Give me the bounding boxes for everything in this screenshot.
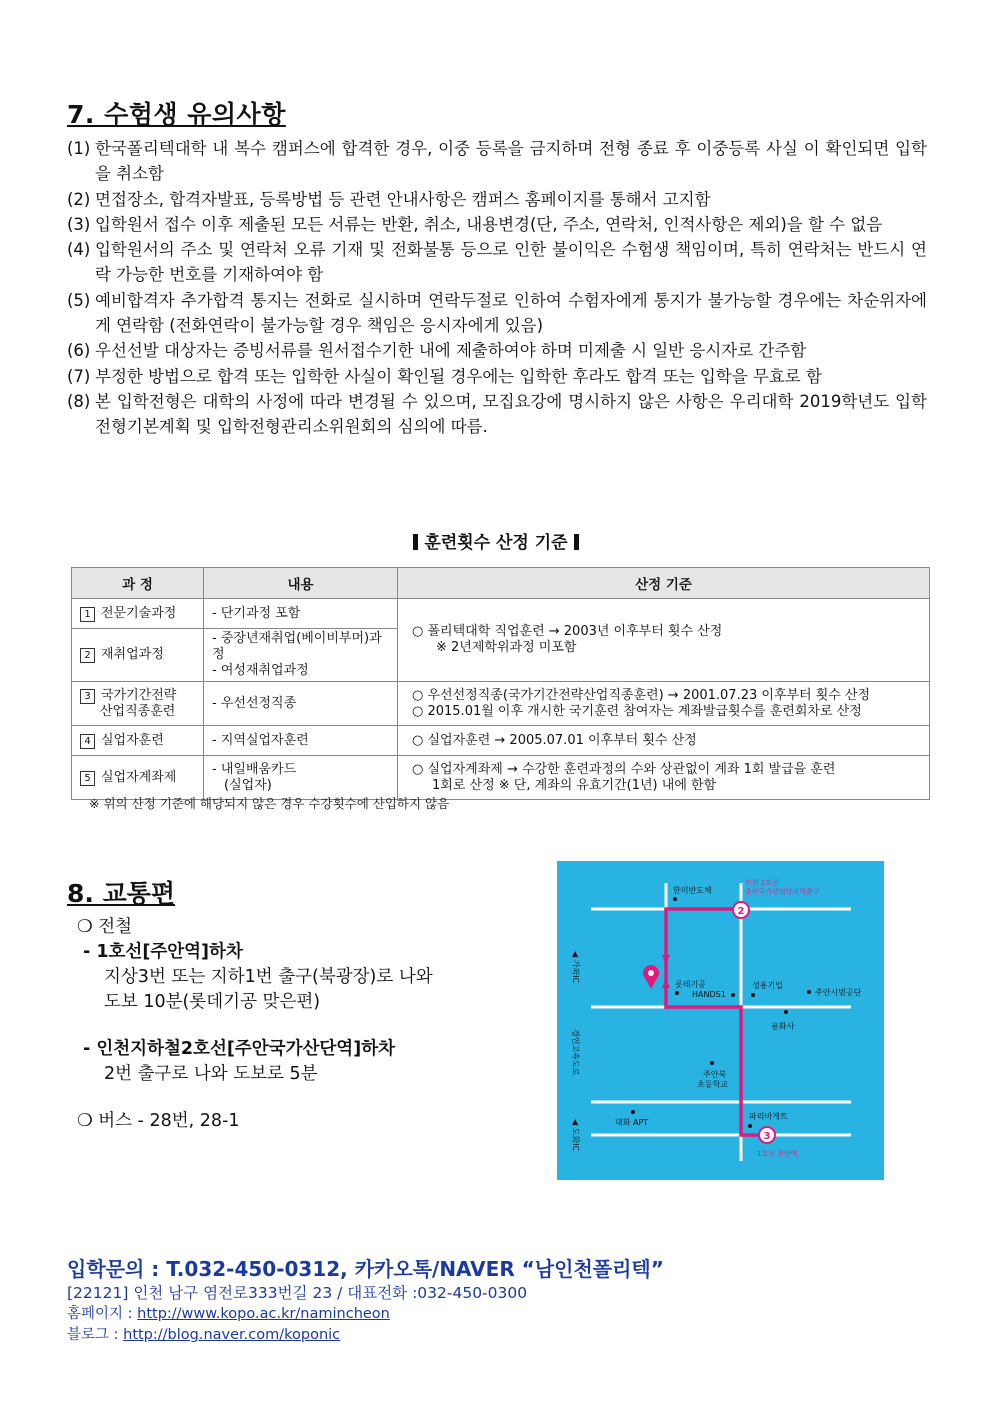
road-label: 경인고속도로: [571, 1029, 580, 1076]
content-line: - 단기과정 포함: [212, 605, 301, 621]
course-name: 국가기간전략: [101, 687, 177, 703]
map-label: 주안북: [703, 1070, 727, 1079]
content-line: - 내일배움카드: [212, 761, 297, 777]
blog-label: 블로그 :: [67, 1327, 124, 1343]
content-line: - 중장년재취업(베이비부머)과정: [212, 631, 382, 662]
row-number: 4: [80, 734, 95, 749]
map-label: 한미반도체: [673, 886, 712, 895]
pin-tip: [645, 978, 657, 989]
row-number: 2: [80, 648, 95, 663]
line2-title: - 인천지하철2호선[주안국가산단역]하차: [83, 1039, 396, 1059]
note-text: 입학원서 접수 이후 제출된 모든 서류는 반환, 취소, 내용변경(단, 주소, 연락처, 인적사항은 제외)을 할 수 없음: [95, 214, 883, 234]
road-labels: [571, 951, 581, 1152]
line1-detail: 지상3번 또는 지하1번 출구(북광장)로 나와: [104, 967, 433, 987]
row-number: 1: [80, 607, 95, 622]
map-dots: [631, 897, 811, 1128]
note-text: 한국폴리텍대학 내 복수 캠퍼스에 합격한 경우, 이중 등록을 금지하며 전형 종료 후 이중등록 사실 이 확인되면 입학을 취소함: [95, 139, 927, 184]
note-number: (1): [67, 139, 91, 158]
line1-detail: 도보 10분(롯데기공 맞은편): [104, 992, 321, 1012]
note-number: (2): [67, 189, 91, 209]
table-footnote: ※ 위의 산정 기준에 해당되지 않은 경우 수강횟수에 산입하지 않음: [89, 796, 450, 811]
homepage-link[interactable]: http://www.kopo.ac.kr/namincheon: [137, 1306, 390, 1322]
note-text: 예비합격자 추가합격 통지는 전화로 실시하며 연락두절로 인하여 수험자에게 통지가 불가능할 경우에는 차순위자에게 연락함 (전화연락이 불가능할 경우 책임은 응시자에게 있음): [95, 290, 927, 336]
content-cell: [204, 629, 398, 682]
note-item: [67, 212, 927, 237]
criteria-line: 1회로 산정 ※ 단, 계좌의 유효기간(1년) 내에 한함: [432, 777, 717, 793]
station-label: 인천 2호선: [745, 879, 779, 887]
subway-label: ❍ 전철: [77, 917, 133, 937]
table-header-cell: 산정 기준: [398, 568, 930, 599]
map-label: 주안시범공단: [815, 988, 862, 997]
location-pin-icon: [643, 965, 659, 989]
line2-detail: 2번 출구로 나와 도보로 5분: [104, 1064, 318, 1084]
road-label: ◀ 가좌IC: [571, 951, 580, 984]
map-label: HANDS1: [692, 990, 726, 999]
station-label: 1호선 주안역: [757, 1150, 798, 1158]
course-name: 재취업과정: [101, 647, 164, 662]
note-number: (4): [67, 240, 91, 260]
blog-line: [67, 1323, 340, 1344]
table-row: [72, 756, 930, 800]
station-label: 주안국가산업단지역출구: [745, 888, 820, 896]
note-text: 면접장소, 합격자발표, 등록방법 등 관련 안내사항은 캠퍼스 홈페이지를 통해서 고지함: [95, 189, 711, 209]
contact-address: [22121] 인천 남구 염전로333번길 23 / 대표전화 :032-450-0300: [67, 1284, 528, 1302]
course-cell: [72, 629, 204, 682]
table-header-cell: 내용: [204, 568, 398, 599]
table-row: [72, 726, 930, 756]
map-svg: [557, 861, 884, 1180]
map-label: 파리바게트: [749, 1112, 788, 1121]
criteria-line: ○ 실업자훈련 → 2005.07.01 이후부터 횟수 산정: [412, 732, 697, 748]
notes-list: [67, 136, 927, 440]
course-name: 실업자훈련: [101, 732, 164, 748]
transport-info: [77, 915, 433, 1134]
title-bar-left: [413, 534, 418, 550]
map-dot: [675, 991, 679, 995]
table-title: [0, 528, 992, 553]
map-dot: [631, 1110, 635, 1114]
note-text: 본 입학전형은 대학의 사정에 따라 변경될 수 있으며, 모집요강에 명시하지 않은 사항은 우리대학 2019학년도 입학전형기본계획 및 입학전형관리소위원회의 심의에 따름.: [95, 391, 927, 437]
note-item: [67, 364, 927, 389]
map-dot: [731, 993, 735, 997]
note-item: [67, 288, 927, 339]
map-label: 용화사: [771, 1022, 795, 1031]
table-row: [72, 682, 930, 726]
note-item: [67, 237, 927, 288]
criteria-cell: [398, 756, 930, 800]
course-name: 실업자계좌제: [101, 769, 177, 785]
note-item: [67, 338, 927, 363]
line1-title: - 1호선[주안역]하차: [83, 942, 243, 962]
table-header-row: [72, 568, 930, 599]
contact-headline: 입학문의 : T.032-450-0312, 카카오톡/NAVER “남인천폴리텍”: [67, 1257, 664, 1281]
course-name: 전문기술과정: [101, 605, 177, 621]
homepage-label: 홈페이지 :: [67, 1306, 138, 1322]
map-label: 성용기업: [752, 981, 783, 990]
title-bar-right: [574, 534, 579, 550]
note-item: [67, 187, 927, 212]
map-dot: [748, 1124, 752, 1128]
station-2-number: 2: [737, 906, 745, 917]
row-number: 5: [80, 771, 95, 786]
course-cell: [72, 599, 204, 629]
spacer: [77, 1015, 433, 1037]
content-line: - 지역실업자훈련: [212, 732, 309, 748]
content-cell: [204, 726, 398, 756]
note-item: [67, 389, 927, 440]
course-name: 산업직종훈련: [100, 703, 176, 719]
training-table: [71, 567, 930, 800]
note-text: 입학원서의 주소 및 연락처 오류 기재 및 전화불통 등으로 인한 불이익은 수험생 책임이며, 특히 연락처는 반드시 연락 가능한 번호를 기재하여야 함: [95, 240, 927, 285]
criteria-cell: [398, 599, 930, 682]
route-arrow-icon: [662, 979, 670, 988]
map-label: 롯데기공: [675, 980, 706, 989]
map-label: 대화 APT: [615, 1118, 649, 1127]
criteria-line: ○ 우선선정직종(국가기간전략산업직종훈련) → 2001.07.23 이후부터 횟수 산정: [412, 687, 871, 703]
table-header-cell: 과 정: [72, 568, 204, 599]
content-line: - 우선선정직종: [212, 695, 297, 711]
map-label: 초등학교: [697, 1080, 728, 1089]
map-dot: [784, 1010, 788, 1014]
road-label: ◀ 도화IC: [571, 1119, 580, 1152]
note-text: 부정한 방법으로 합격 또는 입학한 사실이 확인될 경우에는 입학한 후라도 합격 또는 입학을 무효로 함: [95, 366, 822, 386]
map-dot: [673, 897, 677, 901]
note-number: (7): [67, 366, 91, 386]
criteria-line: ○ 2015.01월 이후 개시한 국기훈련 참여자는 계좌발급횟수를 훈련회차로 산정: [412, 703, 862, 719]
table-row: [72, 599, 930, 629]
table-title-text: 훈련횟수 산정 기준: [424, 533, 568, 553]
course-cell: [72, 682, 204, 726]
note-number: (8): [67, 391, 91, 411]
bus-info: ❍ 버스 - 28번, 28-1: [77, 1111, 240, 1131]
map-dot: [807, 990, 811, 994]
criteria-cell: [398, 682, 930, 726]
note-number: (3): [67, 214, 91, 234]
content-cell: [204, 599, 398, 629]
criteria-line: ○ 실업자계좌제 → 수강한 훈련과정의 수와 상관없이 계좌 1회 발급을 훈련: [412, 761, 836, 777]
section8-title: 8. 교통편: [67, 879, 176, 908]
criteria-line: ○ 폴리텍대학 직업훈련 → 2003년 이후부터 횟수 산정: [412, 624, 723, 639]
criteria-line: ※ 2년제학위과정 미포함: [436, 640, 577, 655]
content-cell: [204, 682, 398, 726]
criteria-cell: [398, 726, 930, 756]
note-text: 우선선발 대상자는 증빙서류를 원서접수기한 내에 제출하여야 하며 미제출 시 일반 응시자로 간주함: [95, 341, 807, 361]
homepage-line: [67, 1302, 390, 1323]
course-cell: [72, 726, 204, 756]
blog-link[interactable]: http://blog.naver.com/koponic: [123, 1327, 341, 1343]
course-cell: [72, 756, 204, 800]
map-dot: [710, 1061, 714, 1065]
content-line: - 여성재취업과정: [212, 663, 309, 678]
note-item: [67, 136, 927, 187]
map-dot: [751, 993, 755, 997]
station-3-number: 3: [763, 1131, 771, 1142]
location-map: [557, 861, 884, 1180]
row-number: 3: [80, 689, 95, 704]
note-number: (5): [67, 290, 91, 310]
content-cell: [204, 756, 398, 800]
note-number: (6): [67, 341, 91, 361]
spacer: [77, 1087, 433, 1109]
pin-center: [648, 970, 654, 976]
section7-title: 7. 수험생 유의사항: [67, 100, 286, 129]
content-line: (실업자): [224, 777, 272, 793]
route-arrow-icon: [662, 955, 670, 964]
